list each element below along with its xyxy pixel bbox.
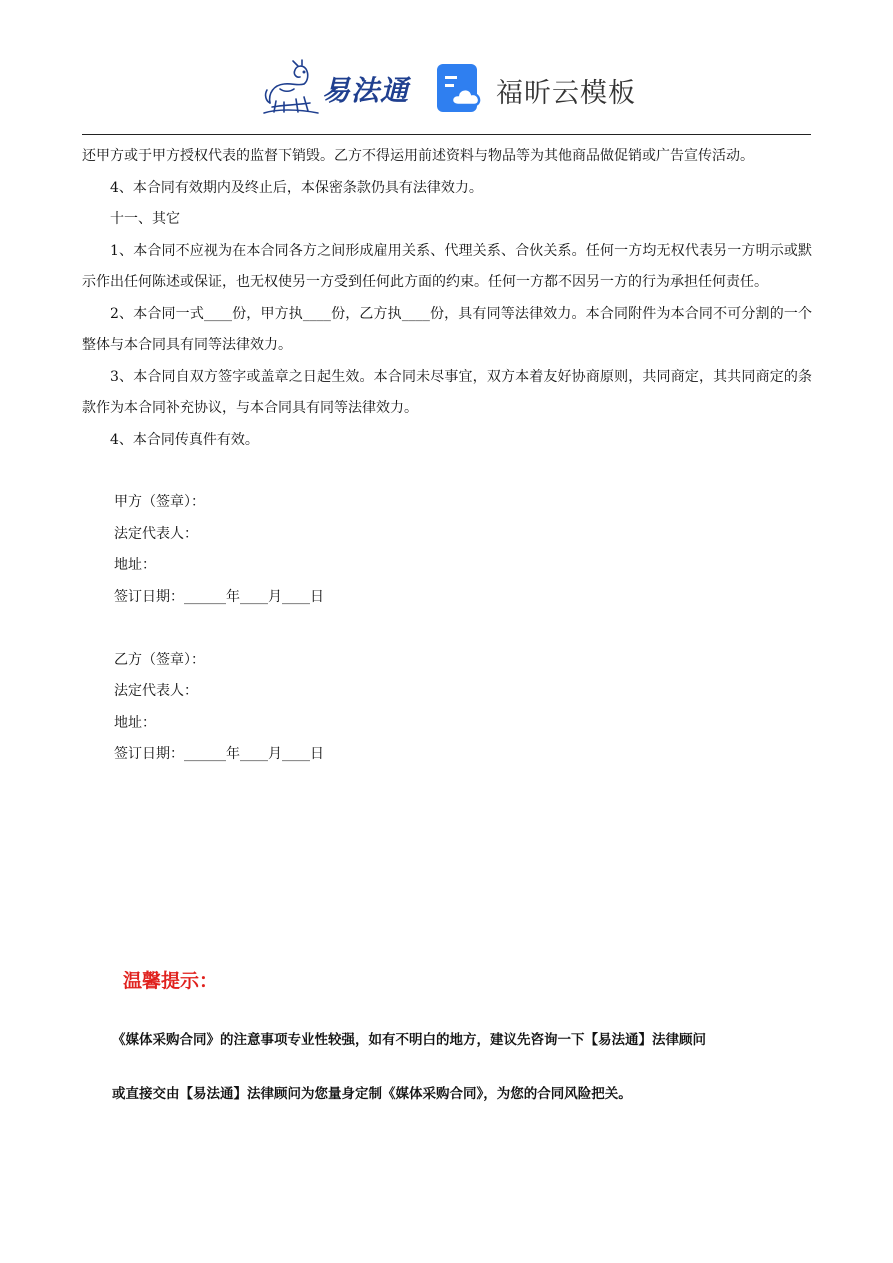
party-b-address-label: 地址： [114, 714, 156, 731]
body-paragraph: 还甲方或于甲方授权代表的监督下销毁。乙方不得运用前述资料与物品等为其他商品做促销或广告宣传活动。 [82, 148, 754, 164]
body-paragraph: 2、本合同一式____份，甲方执____份，乙方执____份，具有同等法律效力。本合同附件为本合同不可分割的一个整体与本合同具有同等法律效力。 [82, 305, 812, 353]
yifatong-logo-text: 易法通 [322, 74, 410, 107]
yifatong-logo [262, 60, 409, 118]
body-paragraph: 4、本合同有效期内及终止后，本保密条款仍具有法律效力。 [110, 179, 483, 196]
party-a-signature-block [82, 487, 812, 771]
page-header [0, 60, 893, 122]
tip-text-line: 或直接交由【易法通】法律顾问为您量身定制《媒体采购合同》，为您的合同风险把关。 [112, 1086, 632, 1102]
party-b-date-label: 签订日期：______年____月____日 [114, 746, 324, 762]
qilin-icon [262, 59, 320, 119]
fuxin-logo-text: 福昕云模板 [496, 77, 636, 109]
contract-body [82, 141, 812, 771]
party-a-date-label: 签订日期：______年____月____日 [114, 588, 324, 605]
tip-text-line: 《媒体采购合同》的注意事项专业性较强，如有不明白的地方，建议先咨询一下【易法通】法律顾问 [112, 1032, 706, 1048]
body-paragraph: 1、本合同不应视为在本合同各方之间形成雇用关系、代理关系、合伙关系。任何一方均无权代表另一方明示或默示作出任何陈述或保证，也无权使另一方受到任何此方面的约束。任何一方都不因另一方的行为承担任何责任。 [82, 242, 812, 290]
tip-title: 温馨提示： [123, 970, 219, 992]
party-a-sign-label: 甲方（签章）： [114, 494, 205, 510]
party-b-sign-label: 乙方（签章）： [114, 651, 205, 668]
cloud-document-icon [436, 63, 486, 117]
body-paragraph: 3、本合同自双方签字或盖章之日起生效。本合同未尽事宜，双方本着友好协商原则，共同商定，其共同商定的条款作为本合同补充协议，与本合同具有同等法律效力。 [82, 368, 812, 416]
body-paragraph: 4、本合同传真件有效。 [110, 431, 259, 448]
party-a-address-label: 地址： [114, 557, 156, 573]
header-divider [82, 134, 811, 135]
party-a-rep-label: 法定代表人： [114, 525, 198, 542]
party-b-rep-label: 法定代表人： [114, 683, 198, 699]
section-heading: 十一、其它 [110, 211, 180, 227]
fuxin-logo [436, 64, 636, 116]
